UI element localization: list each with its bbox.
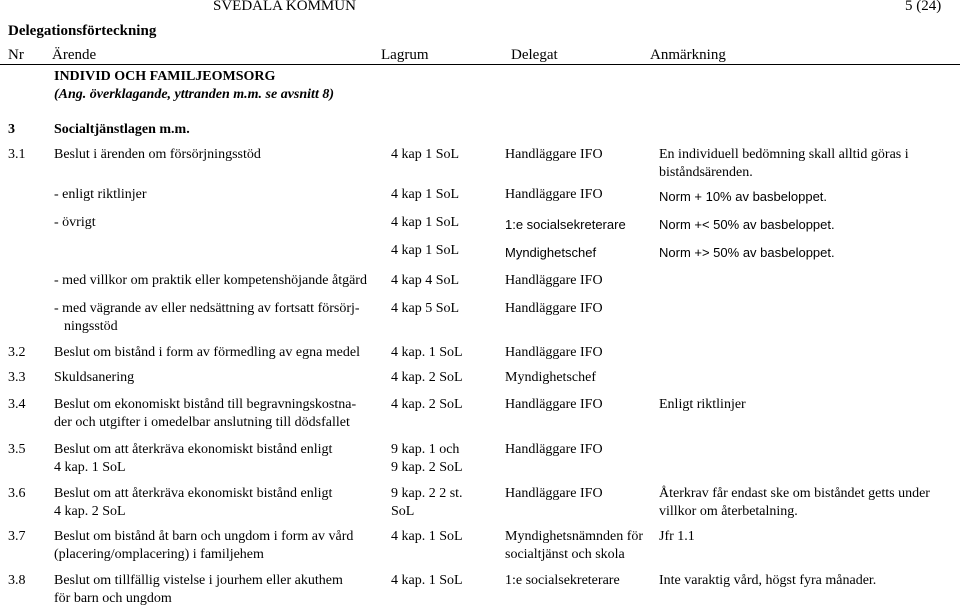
row-3-1a-text: - enligt riktlinjer (54, 187, 147, 202)
row-3-1a-delegat: Handläggare IFO (505, 187, 603, 202)
row-3-4-text-line1: Beslut om ekonomiskt bistånd till begravningskostna- (54, 397, 357, 412)
row-3-3-text: Skuldsanering (54, 370, 135, 385)
row-3-8-lagrum: 4 kap. 1 SoL (391, 573, 463, 588)
row-3-1d-delegat: Handläggare IFO (505, 273, 603, 288)
row-3-6-anm-line1: Återkrav får endast ske om biståndet getts under (659, 486, 930, 501)
row-3-1a-anm: Norm + 10% av basbeloppet. (659, 189, 828, 204)
row-3-1d-lagrum: 4 kap 4 SoL (391, 273, 460, 288)
row-3-3-nr: 3.3 (8, 370, 26, 385)
row-3-8-anm: Inte varaktig vård, högst fyra månader. (659, 573, 877, 588)
row-3-7-lagrum: 4 kap. 1 SoL (391, 529, 463, 544)
row-3-8-delegat: 1:e socialsekreterare (505, 573, 620, 588)
row-3-1a-lagrum: 4 kap 1 SoL (391, 187, 460, 202)
row-3-6-delegat: Handläggare IFO (505, 486, 603, 501)
row-3-6-text-line1: Beslut om att återkräva ekonomiskt bistånd enligt (54, 486, 333, 501)
row-3-6-lagrum-line2: SoL (391, 504, 415, 519)
row-3-1d-text: - med villkor om praktik eller kompetenshöjande åtgärd (54, 273, 367, 288)
row-3-4-lagrum: 4 kap. 2 SoL (391, 397, 463, 412)
row-3-1-anm-line2: biståndsärenden. (659, 165, 753, 180)
row-3-3-lagrum: 4 kap. 2 SoL (391, 370, 463, 385)
row-3-1b-text: - övrigt (54, 215, 96, 230)
organization-name: SVEDALA KOMMUN (213, 0, 356, 14)
column-header-anmarkning: Anmärkning (650, 47, 726, 63)
row-3-1e-lagrum: 4 kap 5 SoL (391, 301, 460, 316)
section-name: Socialtjänstlagen m.m. (54, 122, 190, 137)
row-3-6-text-line2: 4 kap. 2 SoL (54, 504, 126, 519)
section-title: INDIVID OCH FAMILJEOMSORG (54, 69, 276, 84)
row-3-1c-anm: Norm +> 50% av basbeloppet. (659, 245, 835, 260)
document-title: Delegationsförteckning (8, 23, 157, 39)
column-header-delegat: Delegat (511, 47, 558, 63)
row-3-2-text: Beslut om bistånd i form av förmedling av egna medel (54, 345, 360, 360)
row-3-4-delegat: Handläggare IFO (505, 397, 603, 412)
row-3-1-lagrum: 4 kap 1 SoL (391, 147, 460, 162)
row-3-4-text-line2: der och utgifter i omedelbar anslutning till dödsfallet (54, 415, 350, 430)
row-3-6-nr: 3.6 (8, 486, 26, 501)
row-3-1c-lagrum: 4 kap 1 SoL (391, 243, 460, 258)
row-3-6-lagrum-line1: 9 kap. 2 2 st. (391, 486, 463, 501)
page-number: 5 (24) (905, 0, 942, 14)
row-3-2-lagrum: 4 kap. 1 SoL (391, 345, 463, 360)
row-3-7-text-line1: Beslut om bistånd åt barn och ungdom i form av vård (54, 529, 354, 544)
column-header-lagrum: Lagrum (381, 47, 429, 63)
row-3-8-nr: 3.8 (8, 573, 26, 588)
row-3-1b-anm: Norm +< 50% av basbeloppet. (659, 217, 835, 232)
row-3-4-nr: 3.4 (8, 397, 26, 412)
row-3-3-delegat: Myndighetschef (505, 370, 596, 385)
row-3-6-anm-line2: villkor om återbetalning. (659, 504, 798, 519)
row-3-1-nr: 3.1 (8, 147, 26, 162)
row-3-1e-delegat: Handläggare IFO (505, 301, 603, 316)
row-3-1e-text-line1: - med vägrande av eller nedsättning av fortsatt försörj- (54, 301, 360, 316)
row-3-5-text-line1: Beslut om att återkräva ekonomiskt bistånd enligt (54, 442, 333, 457)
row-3-1e-text-line2: ningsstöd (64, 319, 118, 334)
row-3-7-anm: Jfr 1.1 (659, 529, 695, 544)
row-3-1b-lagrum: 4 kap 1 SoL (391, 215, 460, 230)
column-header-nr: Nr (8, 47, 24, 63)
row-3-7-text-line2: (placering/omplacering) i familjehem (54, 547, 264, 562)
row-3-5-nr: 3.5 (8, 442, 26, 457)
row-3-2-delegat: Handläggare IFO (505, 345, 603, 360)
row-3-8-text-line1: Beslut om tillfällig vistelse i jourhem eller akuthem (54, 573, 343, 588)
row-3-1b-delegat: 1:e socialsekreterare (505, 217, 626, 232)
section-subtitle: (Ang. överklagande, yttranden m.m. se avsnitt 8) (54, 87, 334, 102)
row-3-4-anm: Enligt riktlinjer (659, 397, 746, 412)
row-3-1c-delegat: Myndighetschef (505, 245, 597, 260)
row-3-7-delegat-line2: socialtjänst och skola (505, 547, 625, 562)
row-3-5-delegat: Handläggare IFO (505, 442, 603, 457)
row-3-1-text: Beslut i ärenden om försörjningsstöd (54, 147, 261, 162)
row-3-7-nr: 3.7 (8, 529, 26, 544)
column-header-arende: Ärende (52, 47, 97, 63)
row-3-5-lagrum-line1: 9 kap. 1 och (391, 442, 460, 457)
row-3-1-delegat: Handläggare IFO (505, 147, 603, 162)
row-3-7-delegat-line1: Myndighetsnämnden för (505, 529, 644, 544)
row-3-5-lagrum-line2: 9 kap. 2 SoL (391, 460, 463, 475)
row-3-1-anm-line1: En individuell bedömning skall alltid göras i (659, 147, 909, 162)
row-3-2-nr: 3.2 (8, 345, 26, 360)
row-3-5-text-line2: 4 kap. 1 SoL (54, 460, 126, 475)
section-number: 3 (8, 122, 15, 137)
row-3-8-text-line2: för barn och ungdom (54, 591, 172, 606)
header-rule (0, 64, 960, 65)
